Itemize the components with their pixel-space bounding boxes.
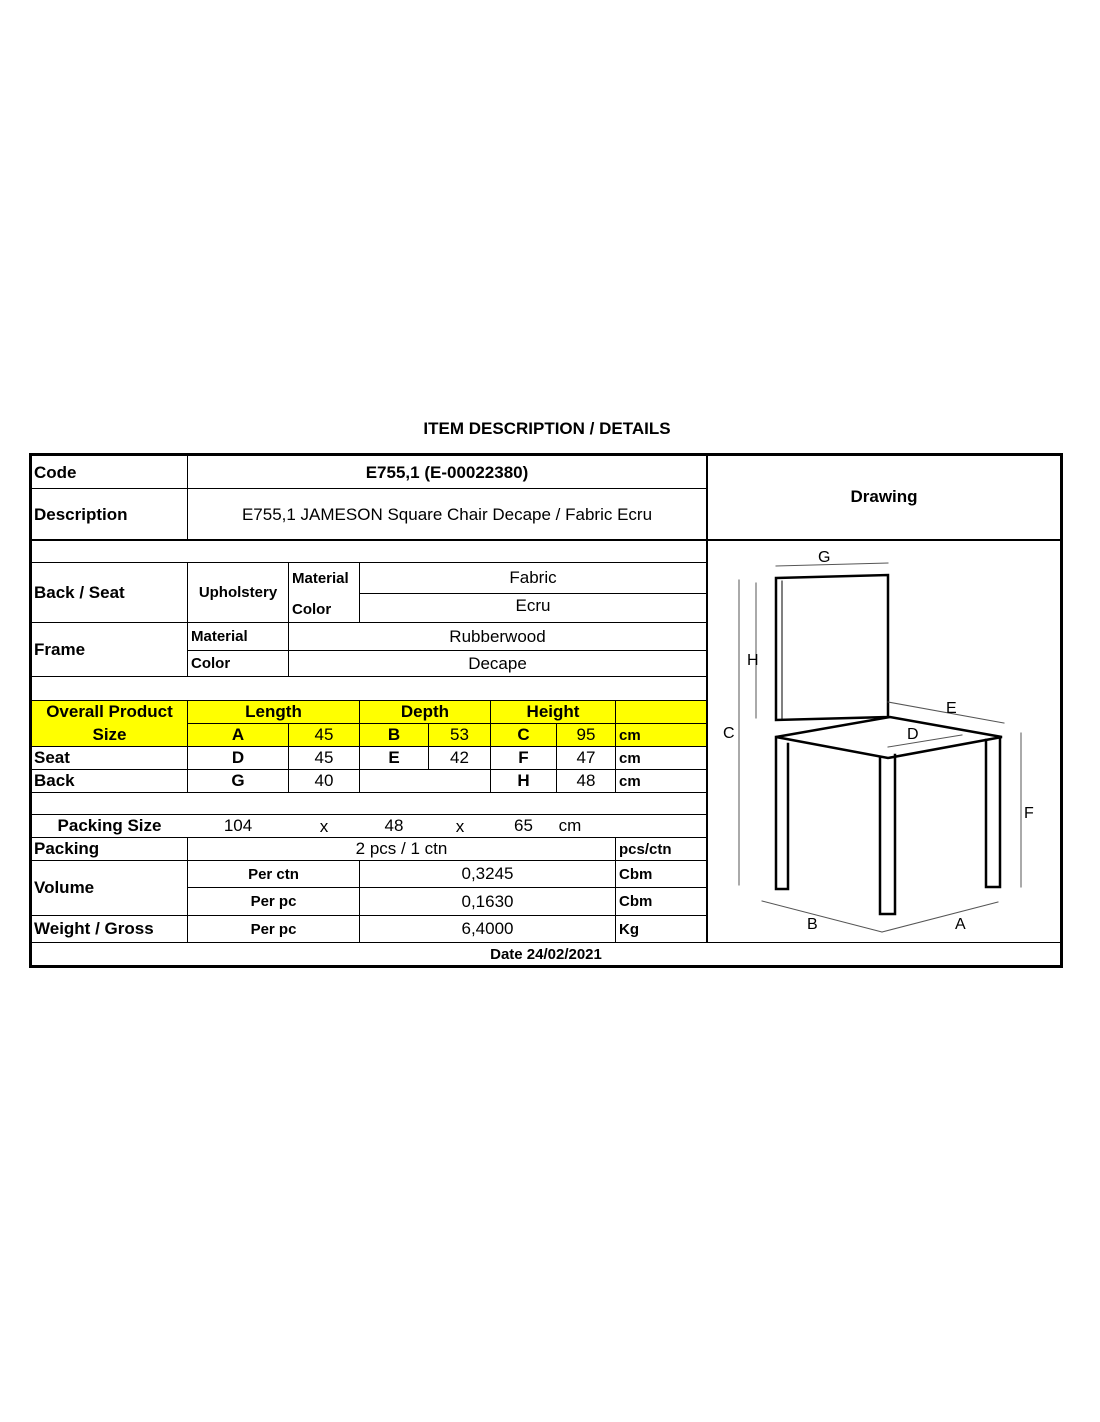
page-title: ITEM DESCRIPTION / DETAILS <box>423 419 671 438</box>
packing-size-length: 104 <box>223 816 253 835</box>
chair-seat <box>776 717 1002 758</box>
dim-line-a <box>882 902 998 932</box>
dim-value-g: 40 <box>314 771 334 790</box>
dim-unit-2: cm <box>619 749 641 767</box>
packing-value: 2 pcs / 1 ctn <box>355 839 448 858</box>
back-seat-color-label: Color <box>292 601 332 618</box>
label-h: H <box>747 652 759 669</box>
code-value: E755,1 (E-00022380) <box>365 462 529 482</box>
back-seat-color: Ecru <box>515 595 551 615</box>
frame-material-label: Material <box>191 628 248 645</box>
label-g: G <box>818 549 831 566</box>
frame-material: Rubberwood <box>449 626 546 646</box>
frame-label: Frame <box>34 639 86 659</box>
dim-code-c: C <box>517 725 530 744</box>
volume-per-pc-label: Per pc <box>250 893 297 910</box>
back-seat-material: Fabric <box>509 568 557 587</box>
code-label: Code <box>34 462 77 482</box>
dim-code-g: G <box>231 771 245 790</box>
dim-value-f: 47 <box>576 748 596 767</box>
dim-code-b: B <box>387 725 401 744</box>
description-value: E755,1 JAMESON Square Chair Decape / Fabric Ecru <box>241 505 653 524</box>
dim-value-c: 95 <box>576 725 596 744</box>
dim-value-b: 53 <box>450 725 469 744</box>
packing-label: Packing <box>34 839 100 858</box>
weight-value: 6,4000 <box>461 919 514 938</box>
volume-per-ctn: 0,3245 <box>461 864 514 883</box>
weight-unit: Kg <box>619 920 639 938</box>
upholstery-label: Upholstery <box>198 584 278 601</box>
chair-leg-front <box>880 755 895 914</box>
dim-code-e: E <box>388 748 400 767</box>
dim-code-d: D <box>231 748 245 767</box>
packing-size-x1: x <box>319 817 329 836</box>
dim-unit-1: cm <box>619 726 641 744</box>
packing-size-unit: cm <box>558 816 582 835</box>
dim-code-a: A <box>231 725 245 744</box>
weight-label: Weight / Gross <box>34 919 154 938</box>
volume-per-pc: 0,1630 <box>461 891 514 911</box>
date-label: Date 24/02/2021 <box>490 945 602 963</box>
chair-drawing <box>712 545 1058 941</box>
label-b: B <box>807 916 818 933</box>
volume-per-ctn-label: Per ctn <box>248 865 299 883</box>
label-d: D <box>907 726 919 743</box>
overall-size-label-1: Overall Product <box>46 702 173 721</box>
height-header: Height <box>526 702 580 721</box>
dim-value-a: 45 <box>314 725 334 744</box>
volume-per-pc-unit: Cbm <box>619 893 653 910</box>
back-seat-material-label: Material <box>292 569 349 587</box>
volume-per-ctn-unit: Cbm <box>619 865 653 883</box>
description-label: Description <box>34 505 128 524</box>
back-seat-label: Back / Seat <box>34 582 125 602</box>
volume-label: Volume <box>34 878 95 897</box>
seat-label: Seat <box>34 748 70 767</box>
dim-line-b <box>762 901 882 932</box>
label-f: F <box>1024 805 1034 822</box>
packing-size-width: 48 <box>384 816 404 835</box>
length-header: Length <box>245 702 302 721</box>
label-a: A <box>955 916 966 933</box>
chair-backrest <box>776 575 888 720</box>
packing-unit: pcs/ctn <box>619 840 672 858</box>
dim-value-e: 42 <box>450 748 469 767</box>
dim-code-f: F <box>518 748 529 767</box>
frame-color: Decape <box>468 653 527 673</box>
label-c: C <box>723 725 735 742</box>
drawing-label: Drawing <box>850 487 918 506</box>
label-e: E <box>946 700 957 717</box>
chair-leg-back-left <box>776 737 788 889</box>
frame-color-label: Color <box>191 655 231 672</box>
packing-size-label: Packing Size <box>57 816 162 835</box>
chair-leg-right <box>986 737 1000 887</box>
dim-unit-3: cm <box>619 772 641 790</box>
packing-size-height: 65 <box>514 816 533 835</box>
dim-code-h: H <box>517 771 530 790</box>
packing-size-x2: x <box>455 817 465 836</box>
dim-value-d: 45 <box>314 748 334 767</box>
depth-header: Depth <box>400 702 450 721</box>
back-label: Back <box>34 771 75 790</box>
weight-per-label: Per pc <box>250 920 297 938</box>
dim-value-h: 48 <box>576 771 596 790</box>
overall-size-label-2: Size <box>92 725 127 744</box>
dim-line-g <box>776 563 888 566</box>
seat-front-edge <box>776 737 888 758</box>
